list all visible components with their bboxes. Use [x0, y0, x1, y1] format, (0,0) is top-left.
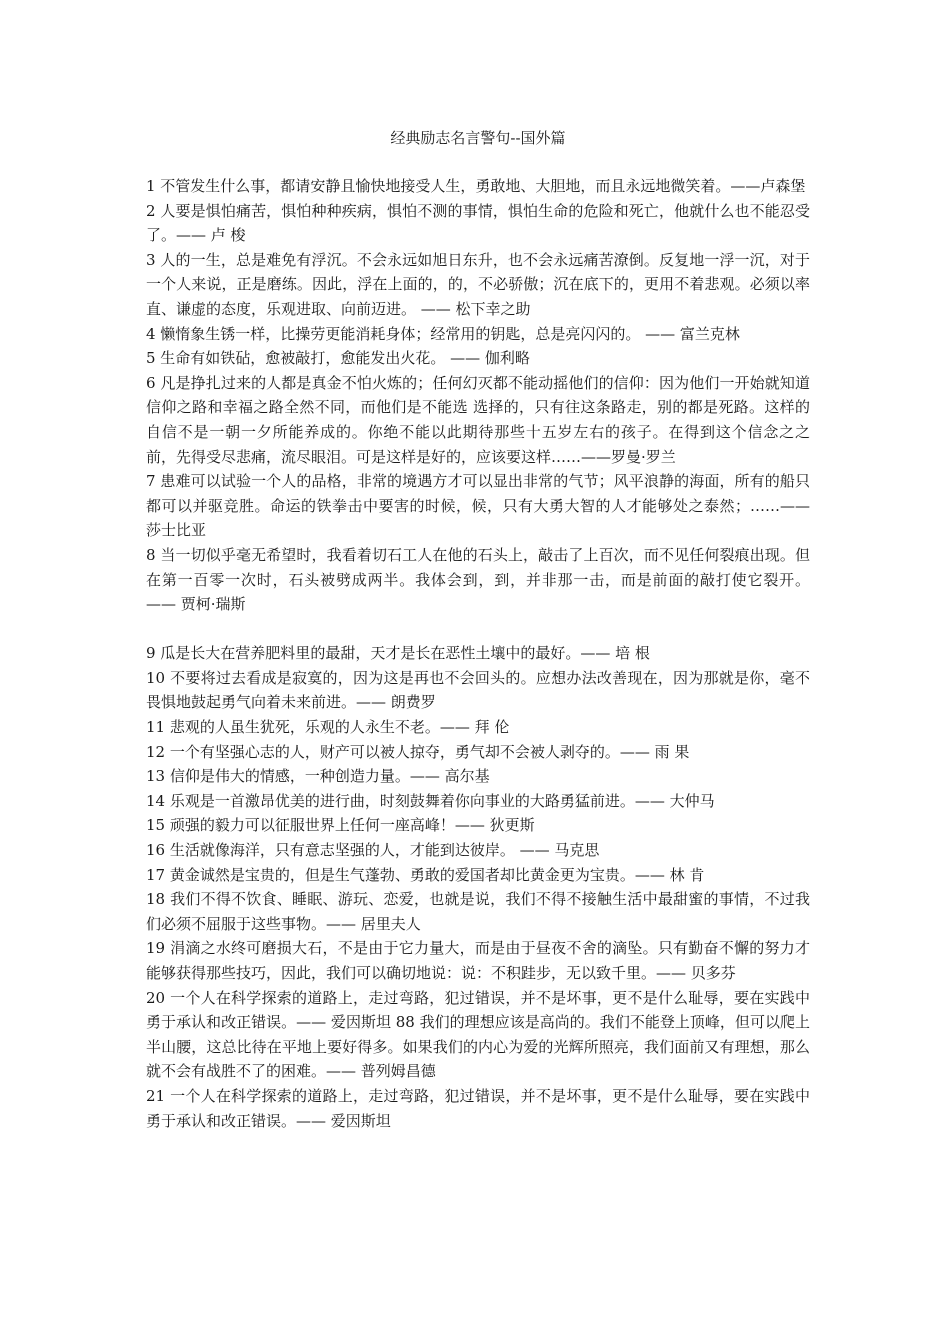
document-title: 经典励志名言警句--国外篇 [390, 129, 566, 147]
quote-paragraph: 1 不管发生什么事，都请安静且愉快地接受人生，勇敢地、大胆地，而且永远地微笑着。——卢森堡 [146, 177, 806, 195]
quote-paragraph: 12 一个有坚强心志的人，财产可以被人掠夺，勇气却不会被人剥夺的。—— 雨 果 [146, 742, 690, 761]
quote-paragraph: 15 顽强的毅力可以征服世界上任何一座高峰！—— 狄更斯 [146, 816, 535, 835]
quote-paragraph: 5 生命有如铁砧，愈被敲打，愈能发出火花。 —— 伽利略 [146, 349, 530, 368]
quote-paragraph: 20 一个人在科学探索的道路上，走过弯路，犯过错误，并不是坏事，更不是什么耻辱，要在实践中勇于承认和改正错误。—— 爱因斯坦 88 我们的理想应该是高尚的。我们不能登上顶峰，但可以爬上半山腰，这总比待在平地上要好得多。如果我们的内心为爱的光辉所照亮，我们面前又有理想，那么就不会有战胜不了的困难。—— 普列姆昌德 [146, 988, 810, 1081]
quote-paragraph: 2 人要是惧怕痛苦，惧怕种种疾病，惧怕不测的事情，惧怕生命的危险和死亡，他就什么也不能忍受了。—— 卢 梭 [146, 201, 810, 245]
quote-paragraph: 6 凡是挣扎过来的人都是真金不怕火炼的；任何幻灭都不能动摇他们的信仰：因为他们一开始就知道信仰之路和幸福之路全然不同，而他们是不能选 选择的，只有往这条路走，别的都是死路。这样的自信不是一朝一夕所能养成的。你绝不能以此期待那些十五岁左右的孩子。在得到这个信念之之 前，先得受尽悲痛，流尽眼泪。可是这样是好的，应该要这样……——罗曼·罗兰 [146, 373, 810, 466]
document-body [146, 174, 810, 1133]
quote-paragraph: 21 一个人在科学探索的道路上，走过弯路，犯过错误，并不是坏事，更不是什么耻辱，要在实践中勇于承认和改正错误。—— 爱因斯坦 [146, 1086, 810, 1130]
quote-paragraph: 4 懒惰象生锈一样，比操劳更能消耗身体；经常用的钥匙，总是亮闪闪的。 —— 富兰克林 [146, 324, 740, 343]
quote-paragraph: 19 涓滴之水终可磨损大石，不是由于它力量大，而是由于昼夜不舍的滴坠。只有勤奋不懈的努力才能够获得那些技巧，因此，我们可以确切地说：说：不积跬步，无以致千里。—— 贝多芬 [146, 939, 810, 982]
quote-paragraph: 10 不要将过去看成是寂寞的，因为这是再也不会回头的。应想办法改善现在，因为那就是你，毫不畏惧地鼓起勇气向着未来前进。—— 朗费罗 [146, 668, 810, 712]
quote-paragraph: 9 瓜是长大在营养肥料里的最甜，天才是长在恶性土壤中的最好。—— 培 根 [146, 644, 650, 663]
quote-paragraph: 13 信仰是伟大的情感，一种创造力量。—— 高尔基 [146, 767, 490, 786]
paragraph-spacer [146, 617, 810, 642]
quote-paragraph: 8 当一切似乎毫无希望时，我看着切石工人在他的石头上，敲击了上百次，而不见任何裂痕出现。但在第一百零一次时，石头被劈成两半。我体会到，到，并非那一击，而是前面的敲打使它裂开。 —— 贾柯·瑞斯 [146, 545, 810, 614]
quote-paragraph: 11 悲观的人虽生犹死，乐观的人永生不老。—— 拜 伦 [146, 718, 510, 737]
quote-paragraph: 16 生活就像海洋，只有意志坚强的人，才能到达彼岸。 —— 马克思 [146, 841, 600, 860]
quote-paragraph: 18 我们不得不饮食、睡眠、游玩、恋爱，也就是说，我们不得不接触生活中最甜蜜的事情，不过我们必须不屈服于这些事物。—— 居里夫人 [146, 890, 810, 933]
quote-paragraph: 7 患难可以试验一个人的品格，非常的境遇方才可以显出非常的气节；风平浪静的海面，所有的船只都可以并驱竞胜。命运的铁拳击中要害的时候，候，只有大勇大智的人才能够处之泰然；……—— 莎士比亚 [146, 472, 810, 540]
quote-paragraph: 14 乐观是一首激昂优美的进行曲，时刻鼓舞着你向事业的大路勇猛前进。—— 大仲马 [146, 791, 715, 810]
quote-paragraph: 17 黄金诚然是宝贵的，但是生气蓬勃、勇敢的爱国者却比黄金更为宝贵。—— 林 肯 [146, 865, 705, 884]
quote-paragraph: 3 人的一生，总是难免有浮沉。不会永远如旭日东升，也不会永远痛苦潦倒。反复地一浮一沉，对于一个人来说，正是磨练。因此，浮在上面的，的，不必骄傲；沉在底下的，更用不着悲观。必须以率直、谦虚的态度，乐观进取、向前迈进。 —— 松下幸之助 [146, 250, 810, 318]
